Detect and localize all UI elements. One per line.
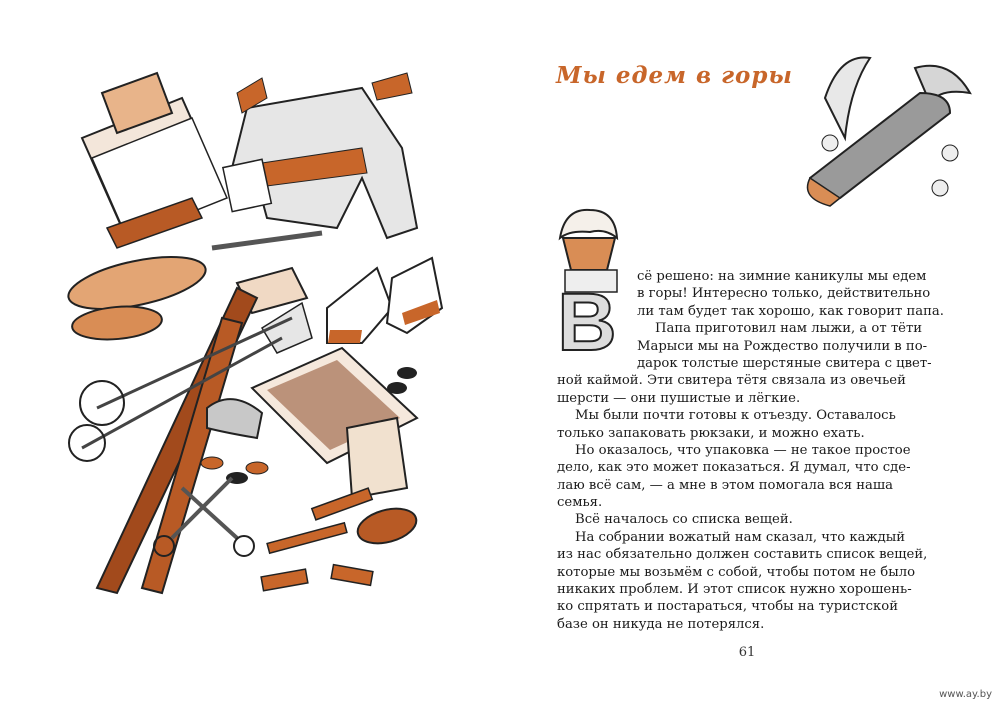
packing-items-illustration <box>62 68 447 608</box>
text-line: никаких проблем. И этот список нужно хорошень- <box>557 582 912 598</box>
text-line: На собрании вожатый нам сказал, что каждый <box>575 529 906 545</box>
hat-icon <box>207 399 262 438</box>
text-line: ной каймой. Эти свитера тётя связала из овечьей <box>557 373 906 389</box>
text-line: сё решено: на зимние каникулы мы едем <box>637 269 927 284</box>
svg-text:В: В <box>557 277 617 358</box>
text-line: Всё началось со списка вещей. <box>575 512 793 528</box>
text-line: лаю всё сам, — а мне в этом помогала вся наша <box>557 477 893 493</box>
text-line: дело, как это может показаться. Я думал, что сде- <box>557 460 911 476</box>
text-line: дарок толстые шерстяные свитера с цвет- <box>637 355 932 371</box>
right-page <box>500 0 1000 706</box>
ski-boots-icon <box>327 258 442 343</box>
text-line: Но оказалось, что упаковка — не такое простое <box>575 442 911 458</box>
text-line: Мы были почти готовы к отъезду. Оставалось <box>575 408 896 424</box>
text-line: Марыси мы на Рождество получили в по- <box>637 338 928 354</box>
text-line: шерсти — они пушистые и лёгкие. <box>557 390 801 406</box>
pencil-icon <box>212 233 322 248</box>
pocket-knife-illustration <box>790 48 975 208</box>
chapter-title: Мы едем в горы <box>556 62 793 89</box>
bread-icon <box>64 247 210 343</box>
text-line: ко спрятать и постараться, чтобы на туристской <box>557 599 899 615</box>
text-line: семья. <box>557 495 603 511</box>
sweater-icon <box>223 73 417 238</box>
text-line: из нас обязательно должен составить список вещей, <box>557 547 928 563</box>
body-text <box>557 268 952 633</box>
books-icon <box>82 73 227 248</box>
page-number: 61 <box>738 645 756 660</box>
text-line: базе он никуда не потерялся. <box>557 616 765 632</box>
bag-icon <box>347 418 407 498</box>
text-line: только запаковать рюкзаки, и можно ехать. <box>557 425 865 441</box>
candies-icon <box>261 565 373 591</box>
text-line: Папа приготовил нам лыжи, а от тёти <box>655 321 923 337</box>
brush-icon <box>267 488 420 553</box>
watermark: www.ay.by <box>939 689 992 700</box>
text-line: ли там будет так хорошо, как говорит папа. <box>637 303 944 319</box>
text-line: которые мы возьмём с собой, чтобы потом не было <box>557 564 916 580</box>
text-line: в горы! Интересно только, действительно <box>637 286 931 302</box>
